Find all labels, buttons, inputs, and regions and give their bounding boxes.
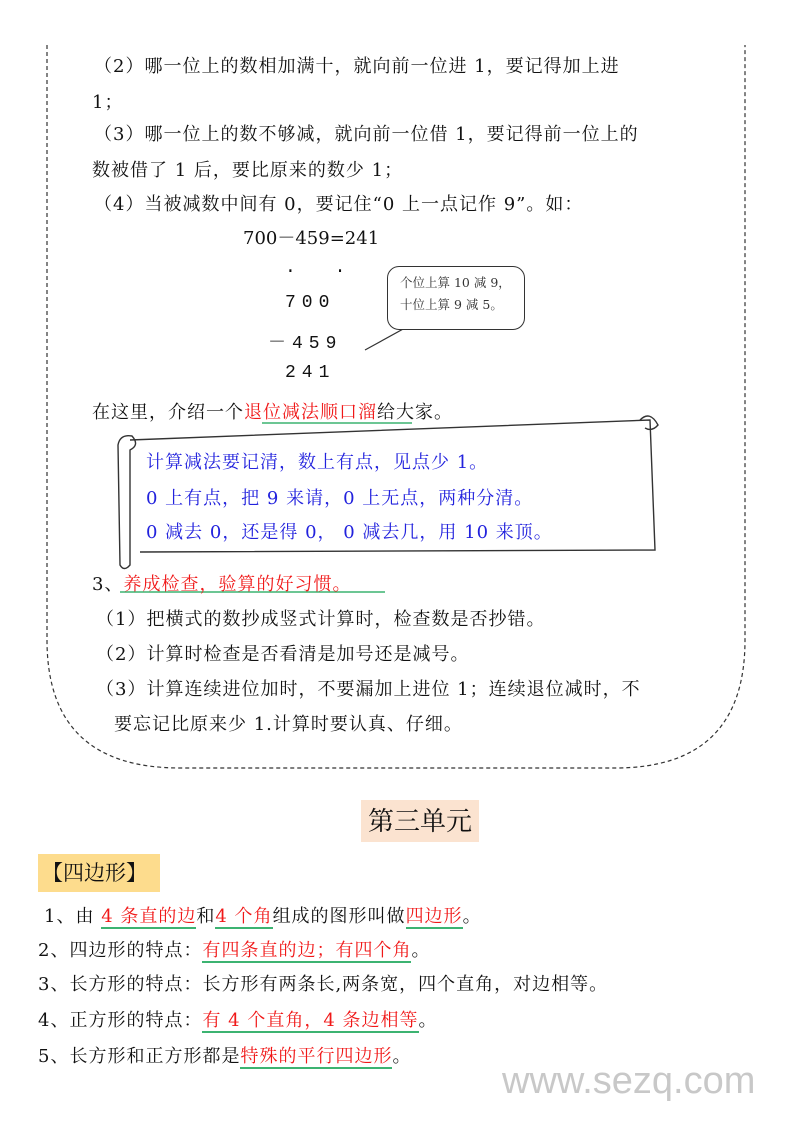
rhyme-line: 0 减去 0，还是得 0， 0 减去几，用 10 来顶。 — [146, 522, 553, 543]
hl: 4 个角 — [215, 906, 273, 927]
example-equation: 700－459=241 — [243, 228, 380, 249]
rhyme-line: 计算减法要记清，数上有点，见点少 1。 — [146, 452, 489, 473]
borrow-dots: · · — [285, 262, 360, 282]
bubble-line: 十位上算 9 减 5。 — [400, 297, 503, 312]
hl: 特殊的平行四边形 — [240, 1046, 393, 1067]
speech-bubble — [387, 266, 525, 330]
hl: 四边形 — [405, 906, 463, 927]
t: 。 — [411, 940, 431, 961]
difference: 241 — [285, 363, 336, 383]
point-1 — [44, 902, 482, 928]
bubble-line: 个位上算 10 减 9， — [400, 275, 511, 290]
t: 。 — [418, 1010, 438, 1031]
intro-line — [92, 398, 453, 424]
unit-title: 第三单元 — [361, 800, 479, 842]
t: 和 — [196, 906, 216, 927]
t: 1、由 — [44, 906, 102, 927]
t: 。 — [392, 1046, 412, 1067]
minuend: 700 — [285, 293, 336, 313]
intro-highlight: 退位减法顺口溜 — [244, 402, 377, 423]
check-item: （1）把横式的数抄成竖式计算时，检查数是否抄错。 — [96, 609, 546, 630]
bubble-tail — [365, 328, 425, 350]
hl: 有四条直的边；有四个角 — [202, 940, 412, 961]
intro-post: 给大家。 — [377, 402, 453, 423]
point-4 — [38, 1006, 438, 1032]
watermark: www.sezq.com — [502, 1060, 756, 1102]
subtrahend: －459 — [268, 334, 343, 354]
t: 组成的图形叫做 — [272, 906, 406, 927]
rule-3-cont: 数被借了 1 后，要比原来的数少 1； — [92, 160, 404, 181]
t: 5、长方形和正方形都是 — [38, 1046, 241, 1067]
section-3-heading — [92, 570, 351, 596]
point-2 — [38, 936, 430, 962]
intro-pre: 在这里，介绍一个 — [92, 402, 244, 423]
section-title: 养成检查，验算的好习惯。 — [123, 574, 352, 595]
check-item-cont: 要忘记比原来少 1.计算时要认真、仔细。 — [114, 714, 463, 735]
t: 。 — [462, 906, 482, 927]
point-5 — [38, 1042, 411, 1068]
check-item: （2）计算时检查是否看清是加号还是减号。 — [96, 644, 470, 665]
t: 4、正方形的特点： — [38, 1010, 203, 1031]
hl: 4 条直的边 — [101, 906, 197, 927]
check-item: （3）计算连续进位加时，不要漏加上进位 1；连续退位减时，不 — [96, 679, 641, 700]
point-3: 3、长方形的特点：长方形有两条长,两条宽，四个直角，对边相等。 — [38, 974, 609, 995]
rule-4: （4）当被减数中间有 0，要记住“0 上一点记作 9”。如： — [94, 194, 584, 215]
rhyme-line: 0 上有点，把 9 来请，0 上无点，两种分清。 — [146, 488, 534, 509]
rule-3: （3）哪一位上的数不够减，就向前一位借 1，要记得前一位上的 — [94, 124, 639, 145]
hl: 有 4 个直角，4 条边相等 — [202, 1010, 419, 1031]
rule-2-cont: 1； — [92, 92, 124, 113]
rule-2: （2）哪一位上的数相加满十，就向前一位进 1，要记得加上进 — [94, 56, 620, 77]
section-num: 3、 — [92, 574, 124, 595]
section-tag: 【四边形】 — [38, 854, 160, 892]
t: 2、四边形的特点： — [38, 940, 203, 961]
